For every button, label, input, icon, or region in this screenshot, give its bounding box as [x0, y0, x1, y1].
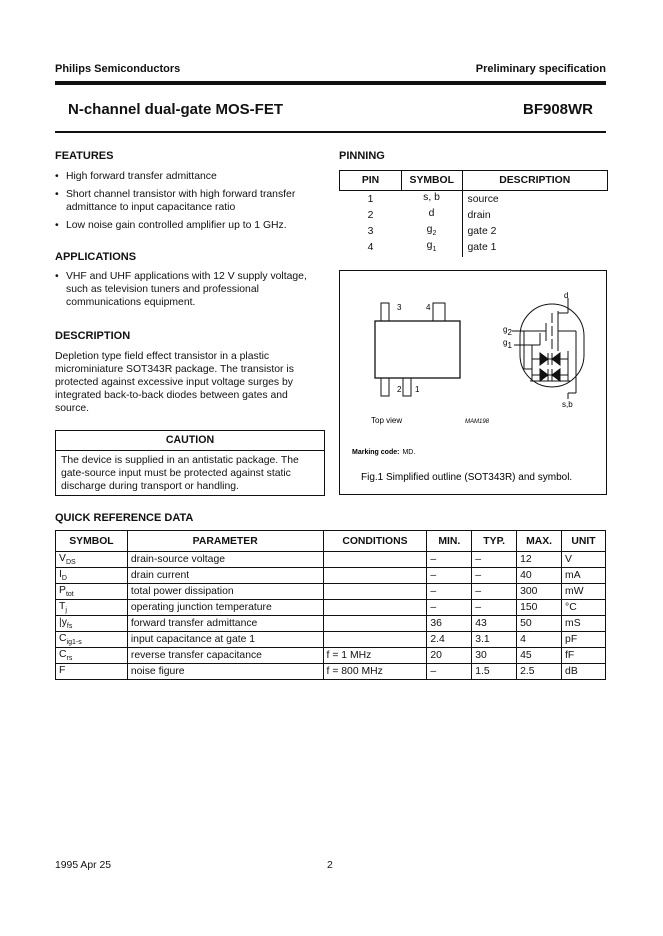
qrd-parameter: input capacitance at gate 1 [127, 632, 323, 648]
qrd-row [56, 568, 606, 584]
qrd-unit: °C [562, 600, 606, 616]
qrd-symbol: $I_D$ [56, 568, 128, 584]
qrd-symbol: $V_{DS}$ [56, 552, 128, 568]
features-heading: FEATURES [55, 150, 114, 162]
qrd-col-symbol: SYMBOL [56, 531, 128, 552]
qrd-conditions: f = 1 MHz [323, 648, 427, 664]
qrd-conditions [323, 584, 427, 600]
features-list [55, 170, 320, 237]
qrd-heading: QUICK REFERENCE DATA [55, 512, 194, 524]
pin-label-2: 2 [397, 385, 402, 394]
outline-and-symbol-diagram [340, 271, 606, 494]
pin-description: gate 1 [467, 241, 497, 253]
document-title: N-channel dual-gate MOS-FET [68, 101, 284, 118]
package-body [375, 321, 460, 378]
applications-list [55, 270, 320, 314]
qrd-typ: 30 [472, 648, 517, 664]
qrd-unit: fF [562, 648, 606, 664]
drawing-code: MAM198 [465, 419, 490, 425]
header-rule [55, 81, 606, 85]
pin-symbol: $g_2$ [402, 223, 463, 239]
marking-code: Marking code: MD. [352, 449, 416, 456]
qrd-unit: pF [562, 632, 606, 648]
pin-description: source [467, 193, 499, 205]
qrd-row [56, 664, 606, 680]
qrd-conditions [323, 600, 427, 616]
pin-number: 3 [367, 225, 374, 237]
qrd-conditions [323, 552, 427, 568]
pinning-header-row [340, 171, 608, 191]
qrd-unit: mA [562, 568, 606, 584]
qrd-unit: V [562, 552, 606, 568]
qrd-typ: – [472, 552, 517, 568]
qrd-col-conditions: CONDITIONS [323, 531, 427, 552]
qrd-symbol: $|y_{fs}$ [56, 616, 128, 632]
pinning-row [340, 223, 608, 239]
pin-number: 4 [367, 241, 374, 253]
qrd-parameter: total power dissipation [127, 584, 323, 600]
qrd-row [56, 552, 606, 568]
qrd-parameter: drain-source voltage [127, 552, 323, 568]
qrd-header-row [56, 531, 606, 552]
figure-box [339, 270, 607, 495]
qrd-row [56, 648, 606, 664]
description-text: Depletion type field effect transistor in a plastic microminiature SOT343R package. The transistor is protected against excessive input voltage surges by integrated back-to-back diodes between gates and source. [55, 351, 294, 414]
package-lead-3 [381, 303, 389, 321]
qrd-row [56, 632, 606, 648]
qrd-row [56, 600, 606, 616]
qrd-min: 36 [427, 616, 472, 632]
pinning-row [340, 207, 608, 223]
package-lead-4 [433, 303, 445, 321]
package-lead-1 [403, 378, 411, 396]
qrd-symbol: $T_j$ [56, 600, 128, 616]
part-number: BF908WR [522, 101, 593, 118]
qrd-conditions [323, 632, 427, 648]
feature-item: • Short channel transistor with high forward transfer admittance to input capacitance ratio [55, 188, 320, 214]
qrd-symbol: $C_{ig1-s}$ [56, 632, 128, 648]
pinning-row [340, 191, 608, 208]
pin-symbol: $g_1$ [402, 239, 463, 257]
title-rule [55, 131, 606, 133]
qrd-row [56, 584, 606, 600]
qrd-min: 2.4 [427, 632, 472, 648]
qrd-unit: dB [562, 664, 606, 680]
company-name: Philips Semiconductors [55, 63, 181, 75]
qrd-min: – [427, 568, 472, 584]
qrd-typ: – [472, 568, 517, 584]
qrd-symbol: $P_{tot}$ [56, 584, 128, 600]
pinning-table [339, 170, 608, 257]
qrd-unit: mW [562, 584, 606, 600]
pin-label-4: 4 [426, 303, 431, 312]
qrd-min: – [427, 552, 472, 568]
qrd-col-typ: TYP. [472, 531, 517, 552]
quick-reference-table [55, 530, 606, 680]
qrd-min: – [427, 584, 472, 600]
qrd-conditions [323, 568, 427, 584]
pin-label-1: 1 [415, 385, 420, 394]
qrd-parameter: drain current [127, 568, 323, 584]
qrd-max: 45 [517, 648, 562, 664]
caution-text: The device is supplied in an antistatic package. The gate-source input must be protected against static discharge during transport or handling. [61, 455, 299, 492]
feature-item: • High forward transfer admittance [55, 170, 320, 183]
qrd-typ: – [472, 600, 517, 616]
qrd-col-min: MIN. [427, 531, 472, 552]
qrd-max: 4 [517, 632, 562, 648]
figure-caption: Fig.1 Simplified outline (SOT343R) and symbol. [361, 472, 573, 483]
feature-item: • Low noise gain controlled amplifier up to 1 GHz. [55, 219, 320, 232]
pin-description: drain [467, 209, 491, 221]
qrd-symbol: F [56, 664, 128, 680]
qrd-max: 40 [517, 568, 562, 584]
caution-box [55, 430, 325, 496]
qrd-typ: – [472, 584, 517, 600]
qrd-conditions: f = 800 MHz [323, 664, 427, 680]
document-status: Preliminary specification [475, 63, 606, 75]
qrd-min: – [427, 600, 472, 616]
pinning-heading: PINNING [339, 150, 385, 162]
qrd-max: 50 [517, 616, 562, 632]
pin-description: gate 2 [467, 225, 497, 237]
qrd-col-parameter: PARAMETER [127, 531, 323, 552]
symbol-gate1-label: g1 [503, 338, 512, 350]
pinning-col-description: DESCRIPTION [462, 171, 608, 191]
symbol-gate2-label: g2 [503, 325, 512, 337]
qrd-unit: mS [562, 616, 606, 632]
pinning-row [340, 239, 608, 257]
qrd-min: 20 [427, 648, 472, 664]
qrd-typ: 1.5 [472, 664, 517, 680]
symbol-drain-label: d [564, 291, 569, 300]
pinning-col-symbol: SYMBOL [402, 171, 463, 191]
qrd-max: 12 [517, 552, 562, 568]
qrd-col-max: MAX. [517, 531, 562, 552]
qrd-conditions [323, 616, 427, 632]
applications-heading: APPLICATIONS [55, 251, 137, 263]
qrd-parameter: reverse transfer capacitance [127, 648, 323, 664]
qrd-typ: 3.1 [472, 632, 517, 648]
pinning-col-pin: PIN [340, 171, 402, 191]
qrd-parameter: noise figure [127, 664, 323, 680]
pin-symbol: d [402, 207, 463, 223]
description-heading: DESCRIPTION [55, 330, 131, 342]
qrd-max: 150 [517, 600, 562, 616]
qrd-parameter: forward transfer admittance [127, 616, 323, 632]
symbol-source-label: s,b [562, 400, 573, 409]
application-item: • VHF and UHF applications with 12 V supply voltage, such as television tuners and professional communications equipment. [55, 270, 320, 309]
protection-diodes [540, 353, 560, 381]
pin-symbol: s, b [402, 191, 463, 208]
qrd-max: 2.5 [517, 664, 562, 680]
footer-date: 1995 Apr 25 [55, 860, 112, 871]
package-lead-2 [381, 378, 389, 396]
mosfet-symbol [512, 298, 584, 399]
page-number: 2 [327, 860, 333, 871]
qrd-min: – [427, 664, 472, 680]
pin-number: 2 [367, 209, 374, 221]
caution-title: CAUTION [56, 431, 324, 451]
top-view-label: Top view [371, 416, 403, 425]
pin-label-3: 3 [397, 303, 402, 312]
qrd-row [56, 616, 606, 632]
qrd-typ: 43 [472, 616, 517, 632]
qrd-col-unit: UNIT [562, 531, 606, 552]
pin-number: 1 [367, 193, 374, 205]
qrd-max: 300 [517, 584, 562, 600]
qrd-symbol: $C_{rs}$ [56, 648, 128, 664]
qrd-parameter: operating junction temperature [127, 600, 323, 616]
